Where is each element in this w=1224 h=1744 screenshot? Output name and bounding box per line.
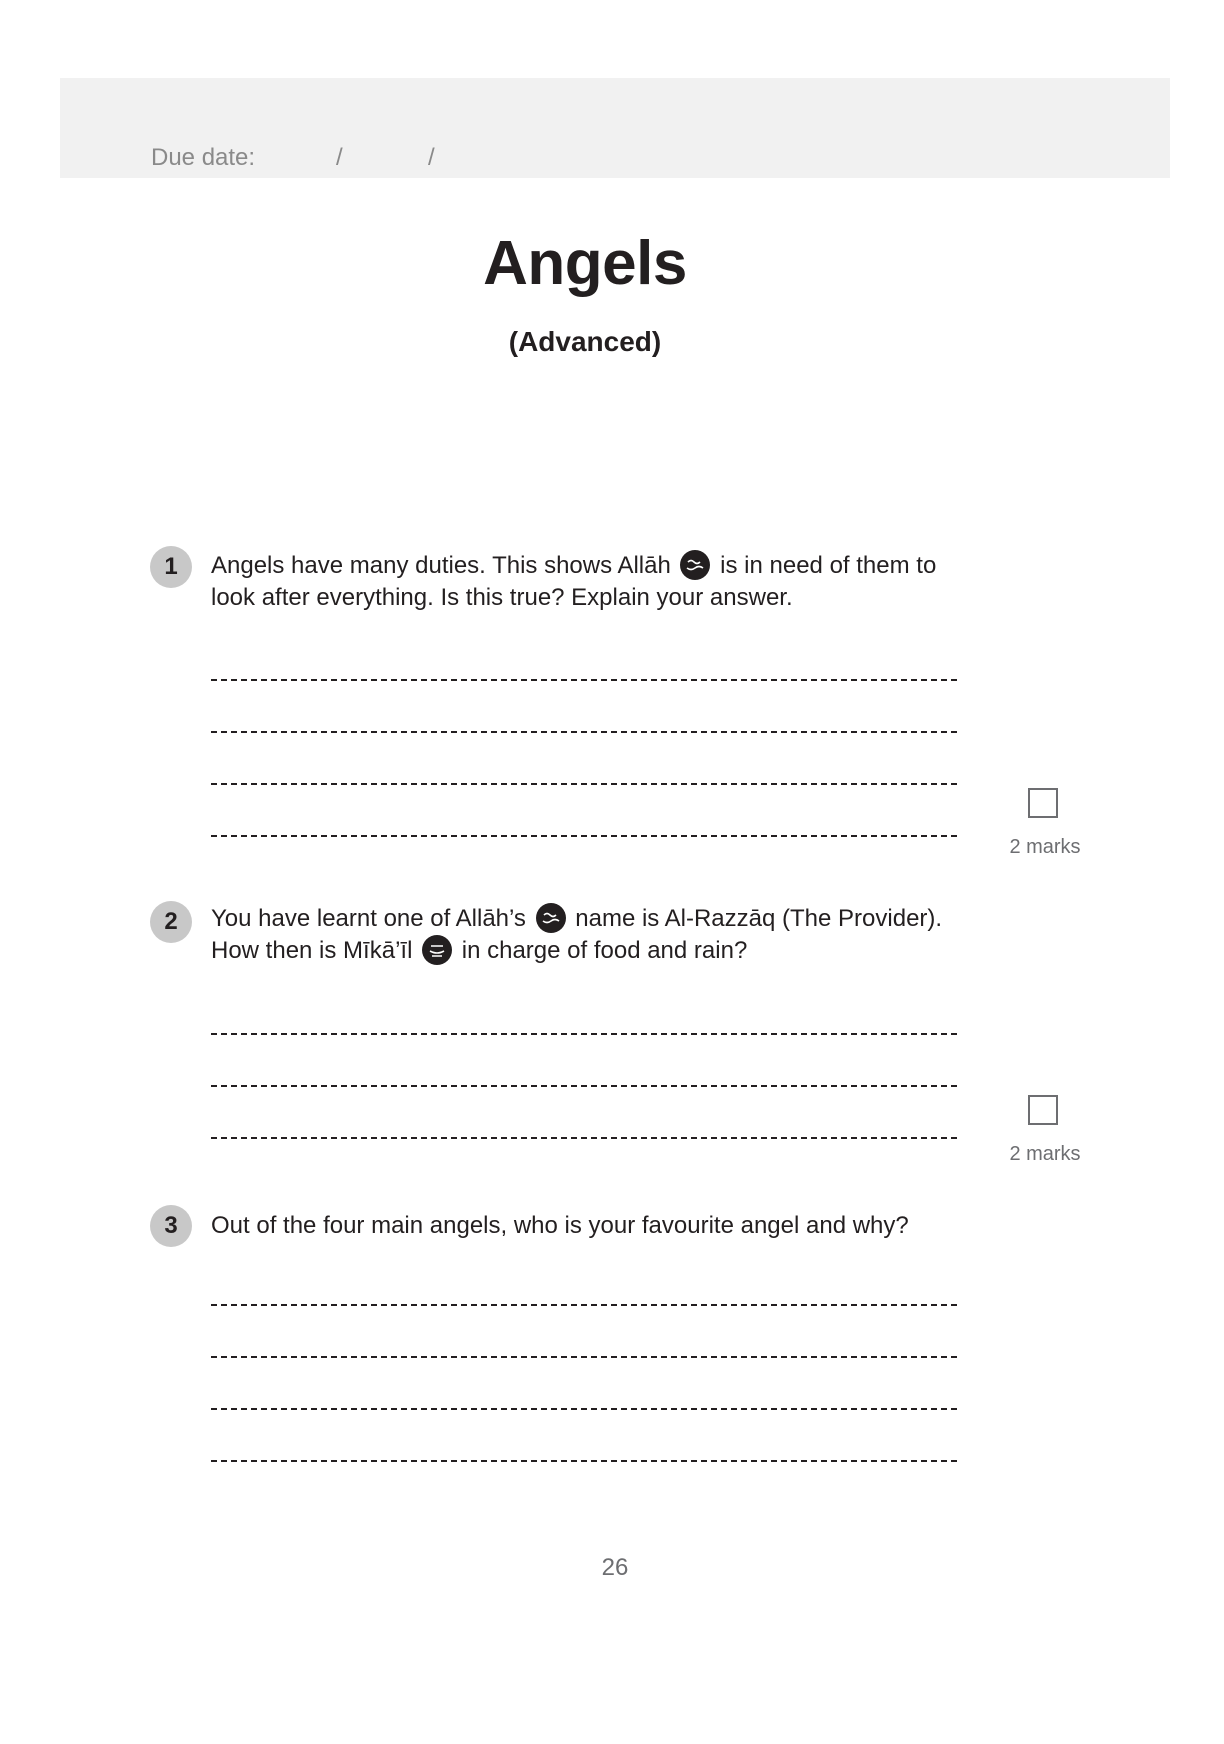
answer-line[interactable] — [211, 1408, 957, 1410]
answer-line[interactable] — [211, 1460, 957, 1462]
answer-line[interactable] — [211, 679, 957, 681]
question-2-mark-box[interactable] — [1028, 1095, 1058, 1125]
answer-line[interactable] — [211, 1137, 957, 1139]
page-number: 26 — [601, 1554, 629, 1581]
question-2-number: 2 — [150, 901, 192, 943]
answer-line[interactable] — [211, 1304, 957, 1306]
due-date-slash-1: / — [336, 144, 343, 171]
question-1-text — [211, 550, 991, 614]
question-1-mark-box[interactable] — [1028, 788, 1058, 818]
question-1-line-2: look after everything. Is this true? Explain your answer. — [211, 584, 793, 611]
due-date-label: Due date: — [151, 144, 256, 171]
subhanahu-wa-taala-icon — [680, 550, 710, 580]
answer-line[interactable] — [211, 1356, 957, 1358]
answer-line[interactable] — [211, 783, 957, 785]
page-title: Angels — [483, 229, 687, 298]
question-2-text — [211, 903, 991, 967]
answer-line[interactable] — [211, 1085, 957, 1087]
answer-line[interactable] — [211, 835, 957, 837]
question-3-number: 3 — [150, 1205, 192, 1247]
due-date-slash-2: / — [428, 144, 435, 171]
question-2-line-2: How then is Mīkā’īl in charge of food and rain? — [211, 935, 991, 967]
question-2-line-1: You have learnt one of Allāh’s name is Al-Razzāq (The Provider). — [211, 903, 991, 935]
question-1-line-1: Angels have many duties. This shows Allāh is in need of them to — [211, 550, 991, 582]
answer-line[interactable] — [211, 731, 957, 733]
subhanahu-wa-taala-icon — [536, 903, 566, 933]
answer-line[interactable] — [211, 1033, 957, 1035]
question-1-number: 1 — [150, 546, 192, 588]
alayhis-salam-icon — [422, 935, 452, 965]
question-1-marks-label: 2 marks — [1009, 836, 1081, 858]
question-3-text: Out of the four main angels, who is your favourite angel and why? — [211, 1212, 909, 1239]
question-2-marks-label: 2 marks — [1009, 1143, 1081, 1165]
page-subtitle: (Advanced) — [508, 326, 662, 357]
